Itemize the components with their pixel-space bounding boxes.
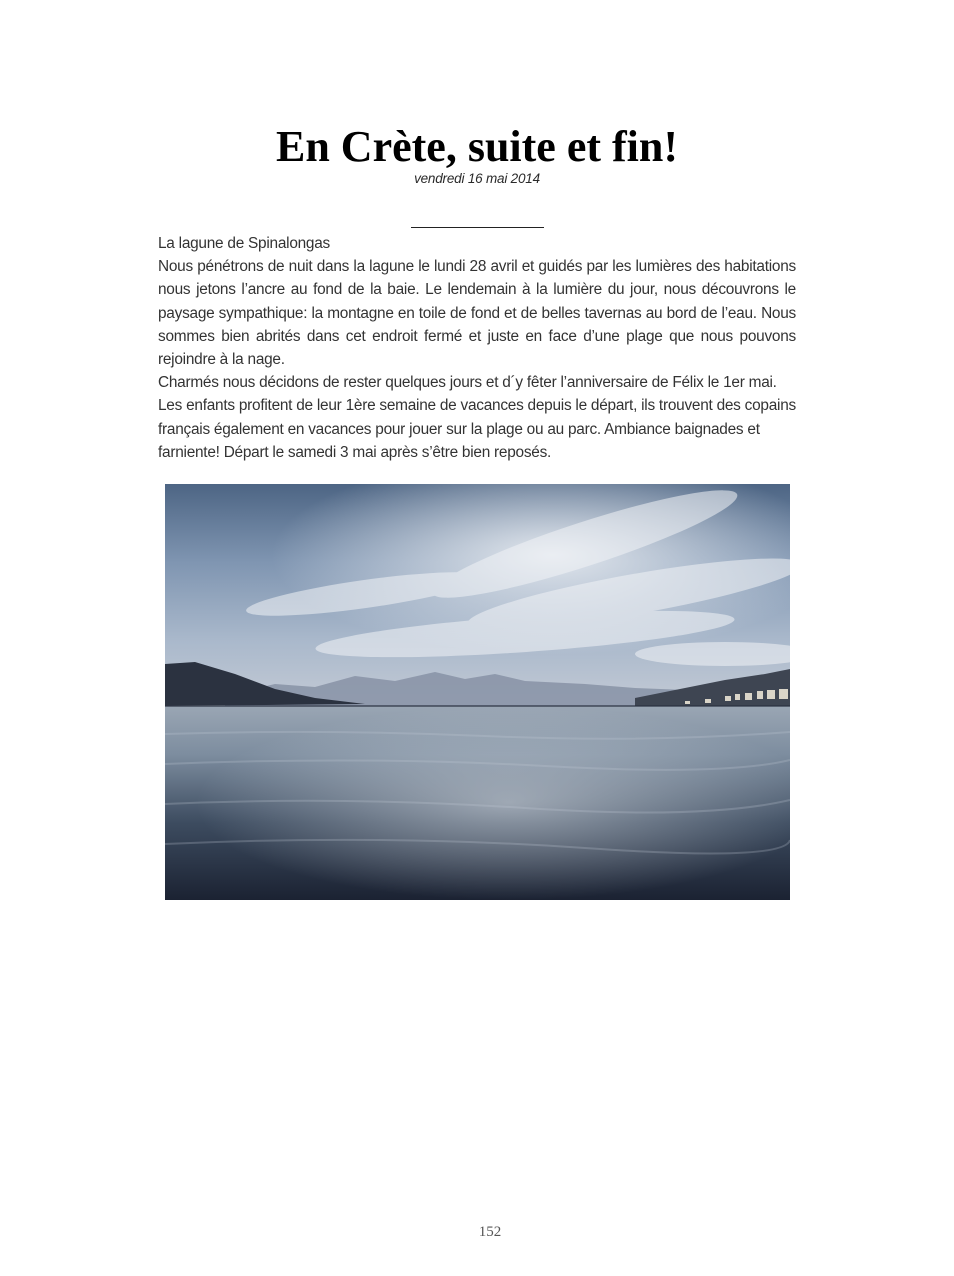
title-divider bbox=[411, 227, 544, 228]
page-number: 152 bbox=[478, 1224, 502, 1240]
article-body bbox=[158, 232, 796, 464]
article-subtitle: La lagune de Spinalongas bbox=[158, 235, 330, 252]
lagoon-photo bbox=[165, 484, 790, 900]
page-title: En Crète, suite et fin! bbox=[275, 122, 678, 171]
article-paragraph-1: Nous pénétrons de nuit dans la lagune le lundi 28 avril et guidés par les lumières des habitations nous jetons l’ancre au fond de la baie. Le lendemain à la lumière du jour, nous découvrons le paysage sympathique: la montagne en toile de fond et de belles tavernas au bord de l’eau. Nous sommes bien abrités dans cet endroit fermé et juste en face d’une plage que nous pouvons rejoindre à la nage. bbox=[158, 258, 796, 369]
article-paragraph-2: Charmés nous décidons de rester quelques jours et d´y fêter l’anniversaire de Félix le 1er mai. Les enfants profitent de leur 1ère semaine de vacances depuis le départ, ils trouvent des copains français également en vacances pour jouer sur la plage ou au parc. Ambiance baignades et farniente! Départ le samedi 3 mai après s’être bien reposés. bbox=[158, 374, 796, 461]
post-date: vendredi 16 mai 2014 bbox=[414, 171, 540, 186]
